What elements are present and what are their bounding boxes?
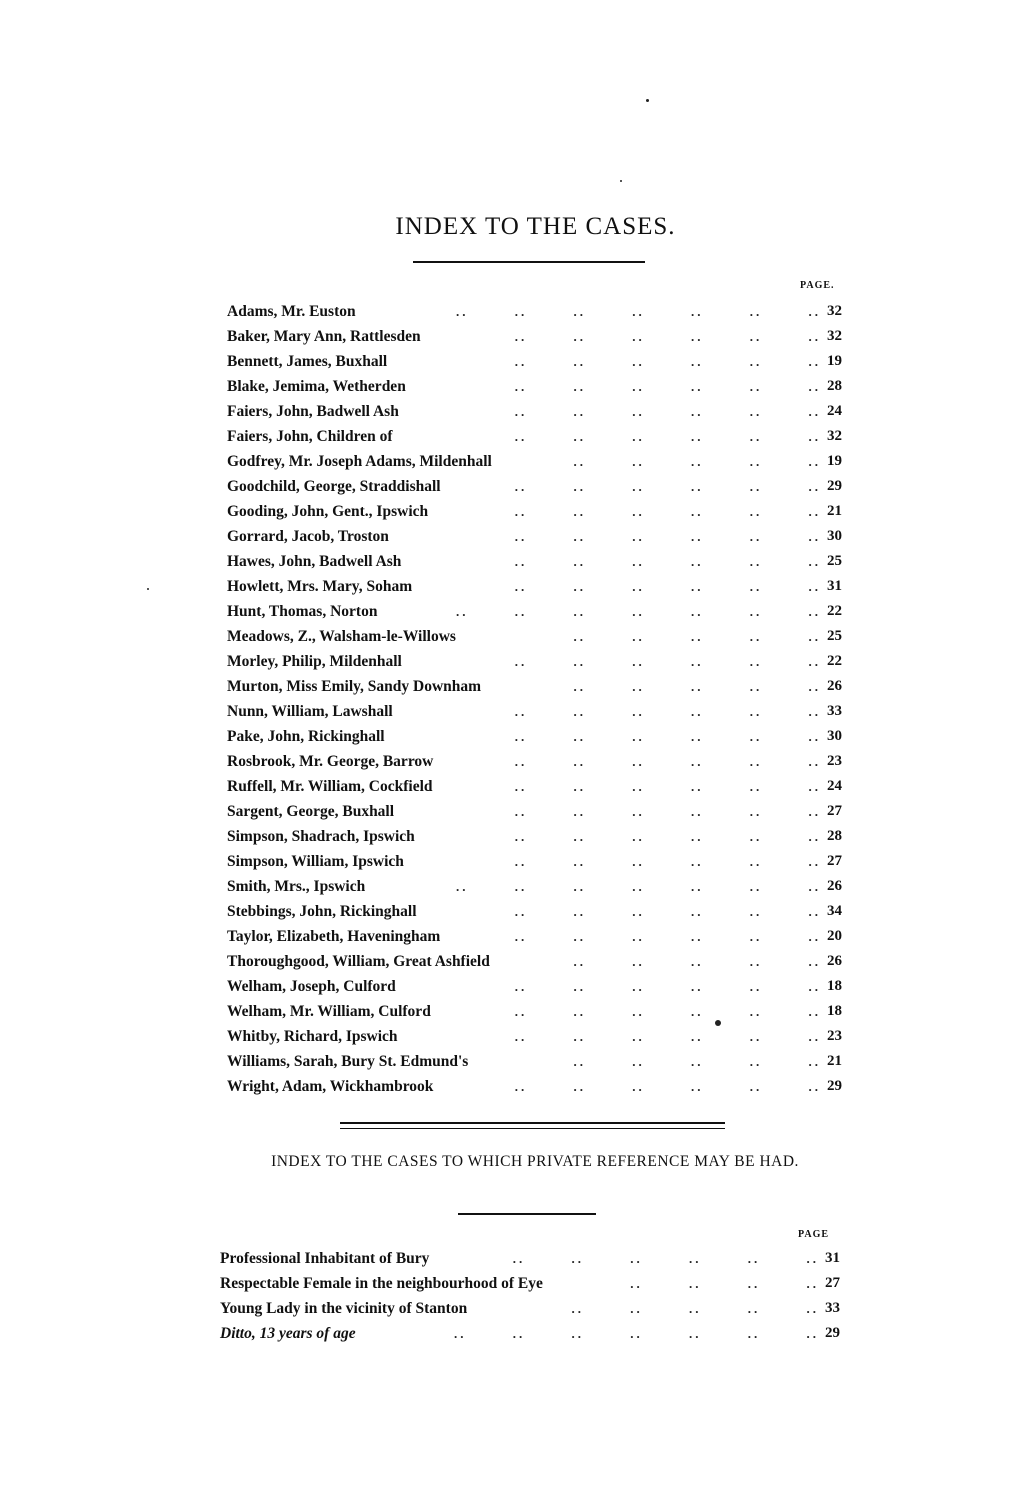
private-index-title: INDEX TO THE CASES TO WHICH PRIVATE REFERENCE MAY BE HAD. bbox=[271, 1153, 799, 1170]
entry-name: Pake, John, Rickinghall bbox=[227, 728, 385, 745]
entry-name: Thoroughgood, William, Great Ashfield bbox=[227, 953, 490, 970]
dot-leader: .. .. .. .. .. .. bbox=[514, 404, 821, 419]
index-entry bbox=[227, 599, 842, 624]
entry-name: Goodchild, George, Straddishall bbox=[227, 478, 441, 495]
index-entry bbox=[227, 849, 842, 874]
index-entry bbox=[227, 524, 842, 549]
entry-name: Wright, Adam, Wickhambrook bbox=[227, 1078, 434, 1095]
dot-leader: .. .. .. .. .. .. bbox=[514, 754, 821, 769]
index-entry bbox=[220, 1246, 840, 1271]
dot-leader: .. .. .. .. .. .. bbox=[514, 379, 821, 394]
index-entry bbox=[227, 999, 842, 1024]
dot-leader: .. .. .. .. .. .. .. bbox=[454, 1326, 819, 1341]
index-entry bbox=[227, 799, 842, 824]
index-entry bbox=[227, 624, 842, 649]
entry-name: Taylor, Elizabeth, Haveningham bbox=[227, 928, 441, 945]
dot-leader: .. .. .. .. .. .. bbox=[514, 929, 821, 944]
dot-leader: .. .. .. .. .. .. bbox=[514, 829, 821, 844]
entry-page-number: 29 bbox=[825, 1325, 840, 1341]
dot-leader: .. .. .. .. .. bbox=[573, 1054, 821, 1069]
dot-leader: .. .. .. .. .. .. .. bbox=[456, 879, 821, 894]
entry-page-number: 19 bbox=[827, 353, 842, 369]
dot-leader: .. .. .. .. .. bbox=[571, 1301, 819, 1316]
index-entry bbox=[227, 774, 842, 799]
dot-leader: .. .. .. .. .. bbox=[573, 454, 821, 469]
dot-leader: .. .. .. .. .. .. bbox=[514, 654, 821, 669]
entry-name: Williams, Sarah, Bury St. Edmund's bbox=[227, 1053, 469, 1070]
index-entry bbox=[227, 449, 842, 474]
entry-name: Respectable Female in the neighbourhood of Eye bbox=[220, 1275, 543, 1292]
dot-leader: .. .. .. .. .. .. .. bbox=[456, 604, 821, 619]
index-entry bbox=[227, 474, 842, 499]
dot-leader: .. .. .. .. .. .. bbox=[514, 704, 821, 719]
dot-leader: .. .. .. .. .. .. bbox=[514, 354, 821, 369]
entry-page-number: 32 bbox=[827, 303, 842, 319]
entry-name: Whitby, Richard, Ipswich bbox=[227, 1028, 398, 1045]
index-entry bbox=[227, 549, 842, 574]
index-entry bbox=[227, 949, 842, 974]
entry-name: Welham, Mr. William, Culford bbox=[227, 1003, 431, 1020]
private-title-rule bbox=[458, 1213, 596, 1215]
entry-name: Gooding, John, Gent., Ipswich bbox=[227, 503, 429, 520]
entry-name: Ditto, 13 years of age bbox=[220, 1325, 356, 1342]
index-entry bbox=[227, 749, 842, 774]
entry-name: Meadows, Z., Walsham-le-Willows bbox=[227, 628, 456, 645]
entry-page-number: 27 bbox=[825, 1275, 840, 1291]
dot-leader: .. .. .. .. .. .. bbox=[514, 504, 821, 519]
entry-page-number: 30 bbox=[827, 528, 842, 544]
entry-name: Faiers, John, Children of bbox=[227, 428, 393, 445]
entry-name: Blake, Jemima, Wetherden bbox=[227, 378, 406, 395]
entry-page-number: 25 bbox=[827, 628, 842, 644]
entry-page-number: 22 bbox=[827, 603, 842, 619]
dot-leader: .. .. .. .. .. .. bbox=[514, 1079, 821, 1094]
entry-page-number: 21 bbox=[827, 503, 842, 519]
entry-page-number: 31 bbox=[825, 1250, 840, 1266]
title-rule bbox=[413, 261, 645, 263]
entry-page-number: 28 bbox=[827, 378, 842, 394]
dot-leader: .. .. .. .. .. .. bbox=[514, 1029, 821, 1044]
entry-name: Smith, Mrs., Ipswich bbox=[227, 878, 366, 895]
entry-name: Simpson, Shadrach, Ipswich bbox=[227, 828, 415, 845]
entry-page-number: 27 bbox=[827, 853, 842, 869]
entry-name: Hawes, John, Badwell Ash bbox=[227, 553, 402, 570]
entry-page-number: 34 bbox=[827, 903, 842, 919]
entry-name: Hunt, Thomas, Norton bbox=[227, 603, 378, 620]
index-entry bbox=[220, 1321, 840, 1346]
dot-leader: .. .. .. .. .. .. bbox=[514, 904, 821, 919]
entry-name: Faiers, John, Badwell Ash bbox=[227, 403, 399, 420]
private-page-column-heading: PAGE bbox=[798, 1229, 830, 1240]
index-entry bbox=[227, 499, 842, 524]
entry-name: Baker, Mary Ann, Rattlesden bbox=[227, 328, 421, 345]
entry-page-number: 19 bbox=[827, 453, 842, 469]
entry-name: Adams, Mr. Euston bbox=[227, 303, 356, 320]
dot-leader: .. .. .. .. .. .. bbox=[514, 429, 821, 444]
index-entry bbox=[220, 1296, 840, 1321]
index-entry bbox=[227, 299, 842, 324]
dot-leader: .. .. .. .. .. .. bbox=[514, 854, 821, 869]
entry-page-number: 26 bbox=[827, 678, 842, 694]
entry-page-number: 33 bbox=[825, 1300, 840, 1316]
print-speck bbox=[620, 180, 622, 182]
entry-name: Godfrey, Mr. Joseph Adams, Mildenhall bbox=[227, 453, 492, 470]
entry-name: Welham, Joseph, Culford bbox=[227, 978, 396, 995]
entry-page-number: 20 bbox=[827, 928, 842, 944]
page-column-heading: PAGE. bbox=[800, 280, 835, 291]
dot-leader: .. .. .. .. .. .. bbox=[514, 329, 821, 344]
entry-name: Professional Inhabitant of Bury bbox=[220, 1250, 430, 1267]
entry-name: Bennett, James, Buxhall bbox=[227, 353, 388, 370]
index-entry bbox=[227, 824, 842, 849]
double-rule-top bbox=[340, 1122, 725, 1124]
entry-name: Young Lady in the vicinity of Stanton bbox=[220, 1300, 468, 1317]
dot-leader: .. .. .. .. .. .. bbox=[514, 479, 821, 494]
index-entry bbox=[227, 724, 842, 749]
entry-page-number: 29 bbox=[827, 1078, 842, 1094]
entry-page-number: 32 bbox=[827, 328, 842, 344]
print-speck bbox=[147, 588, 149, 590]
entry-page-number: 21 bbox=[827, 1053, 842, 1069]
entry-name: Gorrard, Jacob, Troston bbox=[227, 528, 389, 545]
index-entry bbox=[227, 399, 842, 424]
entry-page-number: 24 bbox=[827, 778, 842, 794]
dot-leader: .. .. .. .. .. .. bbox=[514, 579, 821, 594]
entry-page-number: 18 bbox=[827, 978, 842, 994]
print-speck bbox=[715, 1020, 721, 1026]
index-entry bbox=[227, 324, 842, 349]
entry-name: Stebbings, John, Rickinghall bbox=[227, 903, 417, 920]
dot-leader: .. .. .. .. .. .. bbox=[514, 979, 821, 994]
index-entry bbox=[227, 1024, 842, 1049]
entry-page-number: 33 bbox=[827, 703, 842, 719]
index-entry bbox=[227, 899, 842, 924]
entry-page-number: 25 bbox=[827, 553, 842, 569]
private-case-index-list bbox=[220, 1246, 840, 1346]
entry-page-number: 26 bbox=[827, 953, 842, 969]
entry-page-number: 18 bbox=[827, 1003, 842, 1019]
entry-name: Howlett, Mrs. Mary, Soham bbox=[227, 578, 413, 595]
dot-leader: .. .. .. .. .. .. bbox=[514, 779, 821, 794]
dot-leader: .. .. .. .. .. .. bbox=[512, 1251, 819, 1266]
entry-page-number: 23 bbox=[827, 753, 842, 769]
dot-leader: .. .. .. .. .. .. bbox=[514, 729, 821, 744]
index-entry bbox=[227, 424, 842, 449]
page-title: INDEX TO THE CASES. bbox=[395, 212, 676, 240]
index-entry bbox=[227, 674, 842, 699]
entry-name: Ruffell, Mr. William, Cockfield bbox=[227, 778, 433, 795]
entry-name: Simpson, William, Ipswich bbox=[227, 853, 404, 870]
index-entry bbox=[227, 699, 842, 724]
index-entry bbox=[227, 1074, 842, 1099]
index-entry bbox=[227, 349, 842, 374]
entry-name: Murton, Miss Emily, Sandy Downham bbox=[227, 678, 482, 695]
entry-page-number: 27 bbox=[827, 803, 842, 819]
entry-name: Rosbrook, Mr. George, Barrow bbox=[227, 753, 434, 770]
entry-page-number: 30 bbox=[827, 728, 842, 744]
entry-name: Sargent, George, Buxhall bbox=[227, 803, 395, 820]
entry-page-number: 22 bbox=[827, 653, 842, 669]
entry-page-number: 28 bbox=[827, 828, 842, 844]
dot-leader: .. .. .. .. bbox=[630, 1276, 819, 1291]
dot-leader: .. .. .. .. .. .. .. bbox=[456, 304, 821, 319]
index-entry bbox=[227, 574, 842, 599]
print-speck bbox=[646, 99, 649, 102]
case-index-list bbox=[227, 299, 842, 1099]
dot-leader: .. .. .. .. .. .. bbox=[514, 554, 821, 569]
dot-leader: .. .. .. .. .. .. bbox=[514, 529, 821, 544]
double-rule-bottom bbox=[340, 1128, 725, 1129]
index-entry bbox=[227, 649, 842, 674]
index-entry bbox=[227, 874, 842, 899]
entry-name: Morley, Philip, Mildenhall bbox=[227, 653, 402, 670]
entry-page-number: 32 bbox=[827, 428, 842, 444]
dot-leader: .. .. .. .. .. bbox=[573, 954, 821, 969]
dot-leader: .. .. .. .. .. bbox=[573, 629, 821, 644]
entry-page-number: 29 bbox=[827, 478, 842, 494]
dot-leader: .. .. .. .. .. .. bbox=[514, 1004, 821, 1019]
dot-leader: .. .. .. .. .. .. bbox=[514, 804, 821, 819]
entry-name: Nunn, William, Lawshall bbox=[227, 703, 393, 720]
entry-page-number: 31 bbox=[827, 578, 842, 594]
index-entry bbox=[227, 924, 842, 949]
entry-page-number: 23 bbox=[827, 1028, 842, 1044]
entry-page-number: 26 bbox=[827, 878, 842, 894]
index-entry bbox=[227, 374, 842, 399]
dot-leader: .. .. .. .. .. bbox=[573, 679, 821, 694]
index-entry bbox=[227, 974, 842, 999]
index-entry bbox=[220, 1271, 840, 1296]
entry-page-number: 24 bbox=[827, 403, 842, 419]
index-entry bbox=[227, 1049, 842, 1074]
